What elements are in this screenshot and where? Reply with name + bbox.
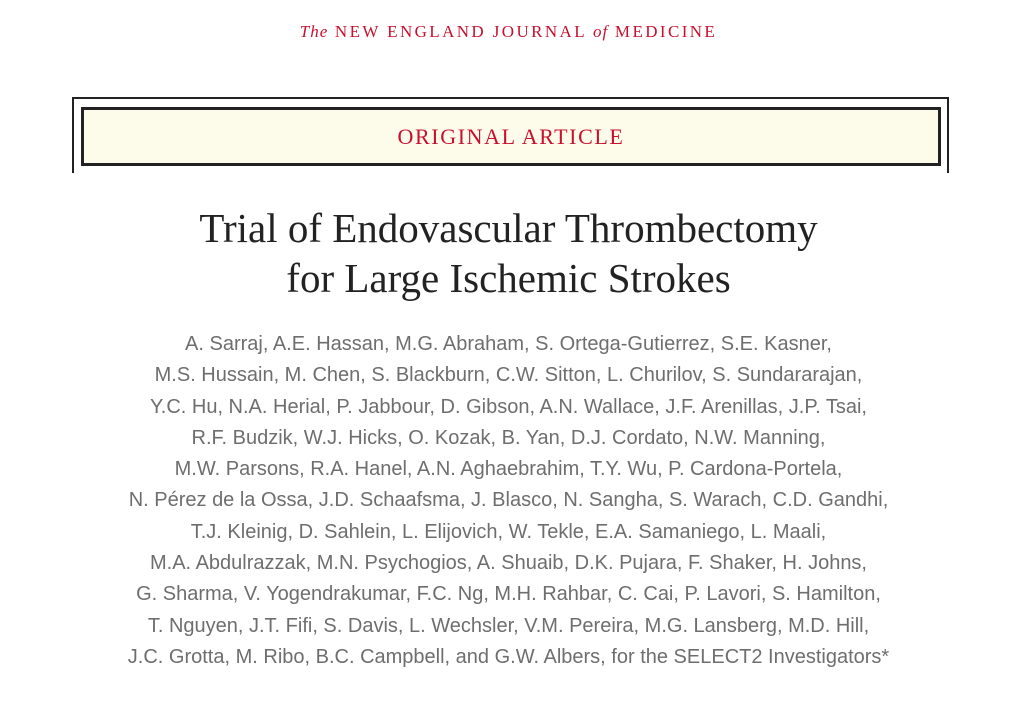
article-type-box (81, 107, 941, 166)
author-line-1: A. Sarraj, A.E. Hassan, M.G. Abraham, S. Ortega-Gutierrez, S.E. Kasner, (185, 333, 832, 355)
article-title (0, 203, 1017, 303)
author-line-11: J.C. Grotta, M. Ribo, B.C. Campbell, and G.W. Albers, for the SELECT2 Investigators* (127, 645, 890, 668)
author-line-6: N. Pérez de la Ossa, J.D. Schaafsma, J. Blasco, N. Sangha, S. Warach, C.D. Gandhi, (128, 489, 889, 512)
author-line-4: R.F. Budzik, W.J. Hicks, O. Kozak, B. Yan, D.J. Cordato, N.W. Manning, (191, 426, 826, 449)
author-line-7: T.J. Kleinig, D. Sahlein, L. Elijovich, W. Tekle, E.A. Samaniego, L. Maali, (190, 520, 827, 543)
journal-masthead (0, 22, 1017, 42)
author-line-5: M.W. Parsons, R.A. Hanel, A.N. Aghaebrahim, T.Y. Wu, P. Cardona-Portela, (174, 458, 843, 481)
title-line-1: Trial of Endovascular Thrombectomy (199, 205, 818, 251)
author-line-10: T. Nguyen, J.T. Fifi, S. Davis, L. Wechsler, V.M. Pereira, M.G. Lansberg, M.D. Hill, (147, 614, 870, 637)
author-line-9: G. Sharma, V. Yogendrakumar, F.C. Ng, M.H. Rahbar, C. Cai, P. Lavori, S. Hamilton, (136, 583, 881, 606)
journal-name-part1: NEW ENGLAND JOURNAL (334, 22, 587, 41)
author-line-8: M.A. Abdulrazzak, M.N. Psychogios, A. Shuaib, D.K. Pujara, F. Shaker, H. Johns, (150, 552, 867, 575)
author-list (0, 329, 1017, 673)
journal-of: of (593, 22, 609, 41)
article-type-label: ORIGINAL ARTICLE (397, 123, 625, 149)
title-line-2: for Large Ischemic Strokes (286, 255, 731, 301)
journal-name-part2: MEDICINE (614, 22, 718, 41)
author-line-2: M.S. Hussain, M. Chen, S. Blackburn, C.W. Sitton, L. Churilov, S. Sundararajan, (154, 364, 863, 387)
journal-the: The (299, 22, 329, 41)
author-line-3: Y.C. Hu, N.A. Herial, P. Jabbour, D. Gibson, A.N. Wallace, J.F. Arenillas, J.P. Tsai, (150, 395, 867, 418)
